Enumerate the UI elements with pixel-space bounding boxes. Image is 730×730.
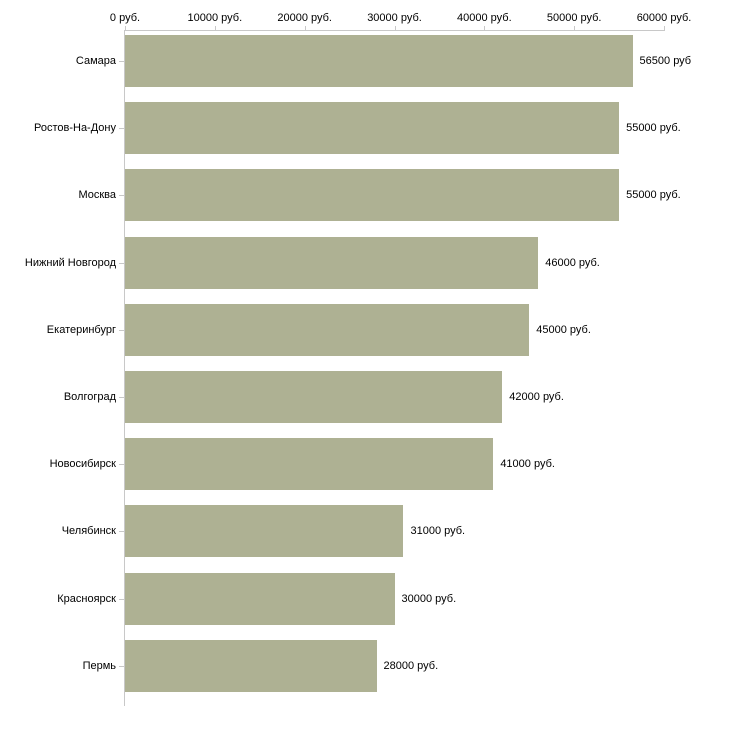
category-label: Красноярск [57, 592, 116, 605]
x-tick-label: 40000 руб. [457, 12, 512, 24]
bar[interactable] [125, 505, 403, 557]
bar-value-label: 56500 руб [639, 55, 692, 67]
bar[interactable] [125, 573, 395, 625]
bar-row [0, 304, 730, 356]
bar-value-label: 46000 руб. [545, 256, 600, 269]
bar-row [0, 438, 730, 490]
bar-value-label: 45000 руб. [536, 323, 591, 336]
bar-value-label: 42000 руб. [509, 391, 564, 403]
y-tick-mark [119, 128, 124, 129]
bar[interactable] [125, 237, 538, 289]
y-tick-mark [119, 666, 124, 667]
category-label: Челябинск [61, 525, 116, 538]
bar-value-label: 31000 руб. [410, 525, 466, 538]
y-tick-mark [119, 195, 124, 196]
category-label: Ростов-На-Дону [33, 122, 116, 135]
bar-row [0, 640, 730, 692]
bar[interactable] [125, 304, 529, 356]
bar-value-label: 41000 руб. [500, 458, 555, 471]
x-tick-mark [395, 26, 396, 31]
bar-row [0, 169, 730, 221]
bar-row [0, 102, 730, 154]
x-tick-label: 0 руб. [109, 12, 141, 24]
x-tick-mark [664, 26, 665, 31]
x-tick-label: 50000 руб. [546, 12, 602, 24]
bar-row [0, 371, 730, 423]
y-tick-mark [119, 531, 124, 532]
bar-value-label: 30000 руб. [401, 592, 457, 605]
y-tick-mark [119, 263, 124, 264]
x-tick-mark [125, 26, 126, 31]
bar-value-label: 28000 руб. [383, 659, 439, 672]
x-tick-label: 20000 руб. [277, 12, 332, 24]
bar-row [0, 573, 730, 625]
x-tick-mark [305, 26, 306, 31]
category-label: Волгоград [63, 391, 116, 403]
y-tick-mark [119, 599, 124, 600]
bar-row [0, 505, 730, 557]
category-label: Москва [78, 189, 116, 202]
category-label: Новосибирск [49, 458, 116, 471]
y-tick-mark [119, 464, 124, 465]
category-label: Пермь [82, 659, 116, 672]
bar[interactable] [125, 35, 633, 87]
bar[interactable] [125, 371, 502, 423]
bar-row [0, 35, 730, 87]
category-label: Нижний Новгород [24, 256, 116, 269]
x-tick-mark [484, 26, 485, 31]
category-label: Екатеринбург [46, 323, 116, 336]
x-tick-mark [574, 26, 575, 31]
x-tick-mark [215, 26, 216, 31]
x-tick-label: 30000 руб. [367, 12, 422, 24]
bar[interactable] [125, 438, 493, 490]
bar-value-label: 55000 руб. [626, 122, 681, 135]
y-tick-mark [119, 330, 124, 331]
y-tick-mark [119, 397, 124, 398]
bar[interactable] [125, 169, 619, 221]
bar-value-label: 55000 руб. [626, 189, 681, 202]
bar[interactable] [125, 102, 619, 154]
bar[interactable] [125, 640, 377, 692]
x-tick-label: 60000 руб. [636, 12, 692, 24]
x-tick-label: 10000 руб. [187, 12, 243, 24]
y-tick-mark [119, 61, 124, 62]
bar-row [0, 237, 730, 289]
category-label: Самара [75, 55, 116, 67]
